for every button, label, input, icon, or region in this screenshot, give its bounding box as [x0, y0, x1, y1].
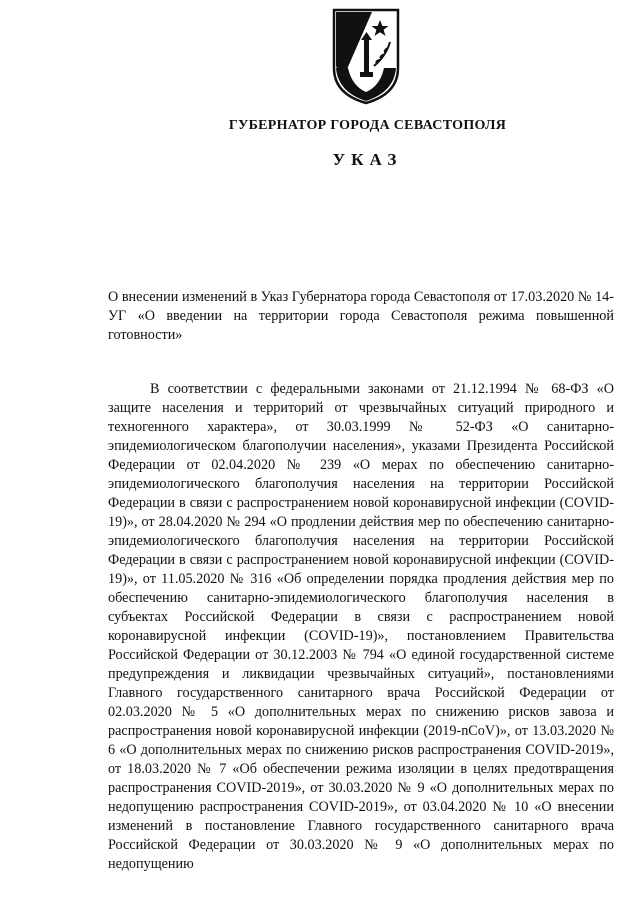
coat-of-arms-emblem [330, 6, 402, 106]
issuing-authority: ГУБЕРНАТОР ГОРОДА СЕВАСТОПОЛЯ [228, 118, 507, 133]
document-type-title: УКАЗ [332, 150, 403, 169]
decree-body-paragraph: В соответствии с федеральными законами от 21.12.1994 № 68-ФЗ «О защите населения и территорий от чрезвычайных ситуаций природного и техногенного характера», от 30.03.1999 № 52-ФЗ «О санитарно-эпидемиологическом благополучии населения», указами Президента Российской Федерации от 02.04.2020 № 239 «О мерах по обеспечению санитарно-эпидемиологического благополучия населения на территории Российской Федерации в связи с распространением новой коронавирусной инфекции (COVID-19)», от 28.04.2020 № 294 «О продлении действия мер по обеспечению санитарно-эпидемиологического благополучия населения на территории Российской Федерации в связи с распространением новой коронавирусной инфекции (COVID-19)», от 11.05.2020 № 316 «Об определении порядка продления действия мер по обеспечению санитарно-эпидемиологического благополучия населения в субъектах Российской Федерации в связи с распространением новой коронавирусной инфекции (COVID-19)», постановлением Правительства Российской Федерации от 30.12.2003 № 794 «О единой государственной системе предупреждения и ликвидации чрезвычайных ситуаций», постановлениями Главного государственного санитарного врача Российской Федерации от 02.03.2020 № 5 «О дополнительных мерах по снижению рисков завоза и распространения новой коронавирусной инфекции (2019-nCoV)», от 13.03.2020 № 6 «О дополнительных мерах по снижению рисков распространения COVID-2019», от 18.03.2020 № 7 «Об обеспечении режима изоляции в целях предотвращения распространения COVID-2019», от 30.03.2020 № 9 «О дополнительных мерах по недопущению распространения COVID-2019», от 03.04.2020 № 10 «О внесении изменений в постановление Главного государственного санитарного врача Российской Федерации от 30.03.2020 № 9 «О дополнительных мерах по недопущению [108, 381, 614, 872]
decree-subject: О внесении изменений в Указ Губернатора города Севастополя от 17.03.2020 № 14-УГ «О введении на территории города Севастополя режима повышенной готовности» [108, 289, 614, 343]
